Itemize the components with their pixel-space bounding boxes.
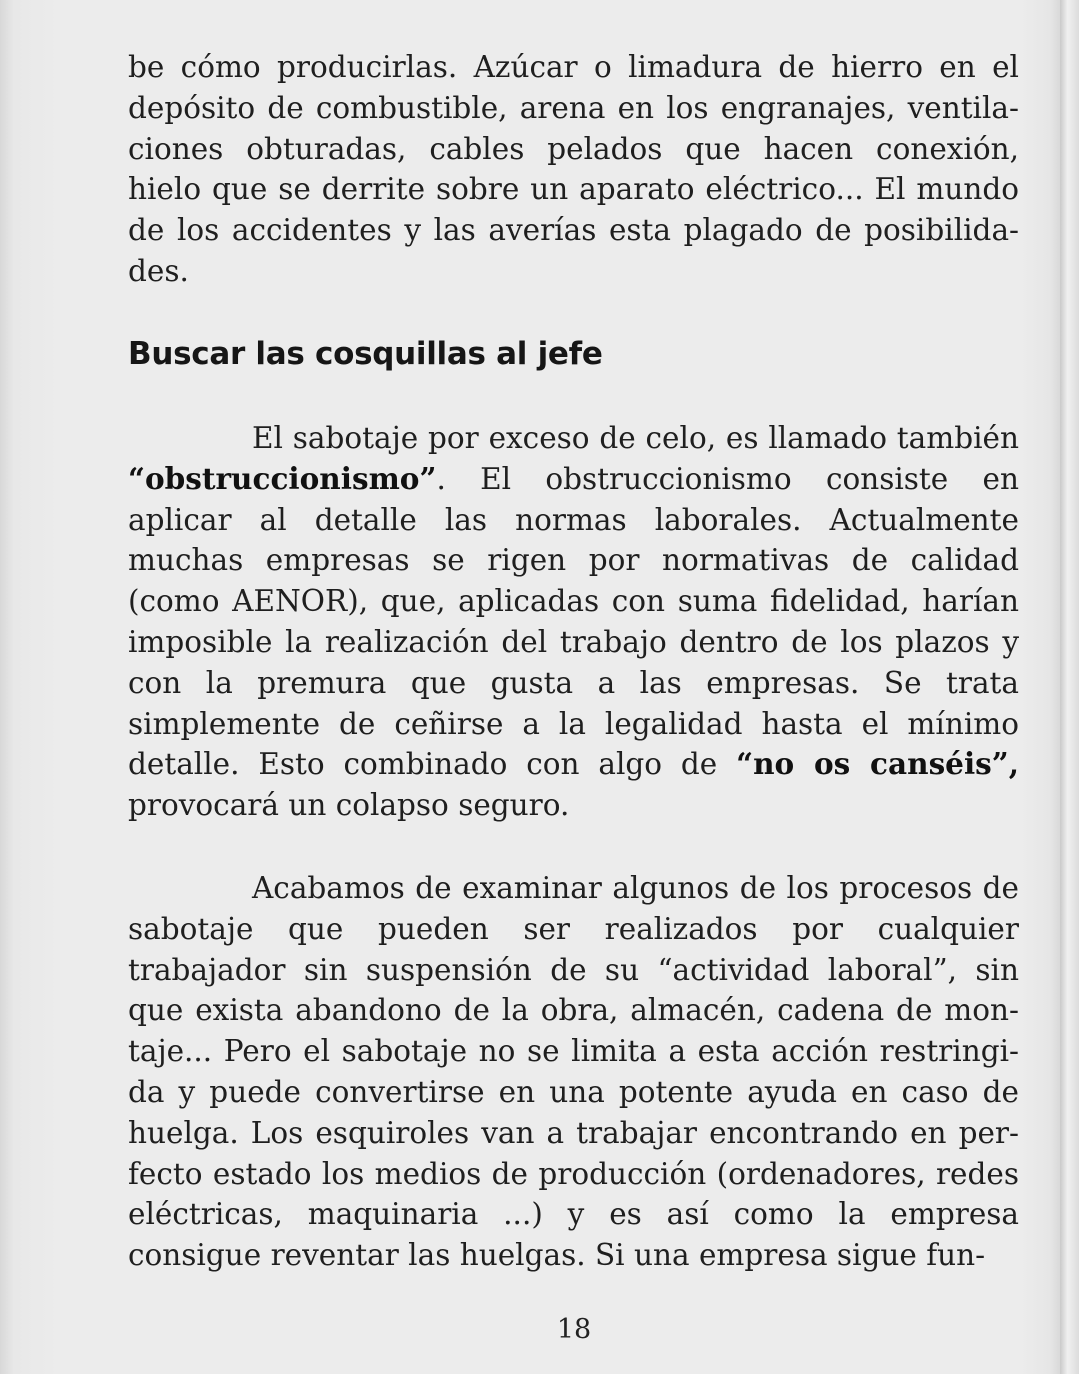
- text-run: provocará un colapso seguro.: [128, 788, 570, 823]
- paragraph-continuation: [128, 47, 1019, 292]
- text-run: . El obstruccionismo consiste en aplicar al detalle las normas laborales. Actualmente muchas empresas se rigen por normativas de calidad (como AENOR), que, aplicadas con suma fidelidad, harían imposible la realización del trabajo dentro de los plazos y con la premura que gusta a las empresas. Se trata simplemente de ceñirse a la legalidad hasta el mínimo detalle. Esto combinado con algo de: [128, 461, 1019, 782]
- bold-term: “no os canséis”,: [736, 746, 1020, 782]
- bold-term: “obstruccionismo”: [128, 460, 437, 496]
- paragraph-obstruccionismo: [128, 418, 1019, 826]
- section-heading: Buscar las cosquillas al jefe: [128, 336, 603, 372]
- paragraph-huelga: [128, 868, 1019, 1276]
- paragraph-text: be cómo producirlas. Azúcar o limadura de hierro en el depósito de combustible, arena en los engranajes, ventilaciones obturadas, cables pelados que hacen conexión, hielo que se derrite sobre un aparato eléctrico... El mundo de los accidentes y las averías esta plagado de posibilidades.: [128, 50, 1019, 288]
- paragraph-text: [128, 418, 1019, 826]
- paragraph-text: [128, 868, 1019, 1276]
- text-run: Acabamos de examinar algunos de los procesos de sabotaje que pueden ser realizados por cualquier trabajador sin suspensión de su “actividad laboral”, sin que exista abandono de la obra, almacén, cadena de montaje... Pero el sabotaje no se limita a esta acción restringida y puede convertirse en una potente ayuda en caso de huelga. Los esquiroles van a trabajar encontrando en perfecto estado los medios de producción (ordenadores, redes eléctricas, maquinaria ...) y es así como la empresa consigue reventar las huelgas. Si una empresa sigue fun-: [128, 871, 1019, 1273]
- page-edge: [1060, 0, 1079, 1374]
- text-run: El sabotaje por exceso de celo, es llamado también: [252, 421, 1019, 455]
- page-number: 18: [556, 1314, 592, 1345]
